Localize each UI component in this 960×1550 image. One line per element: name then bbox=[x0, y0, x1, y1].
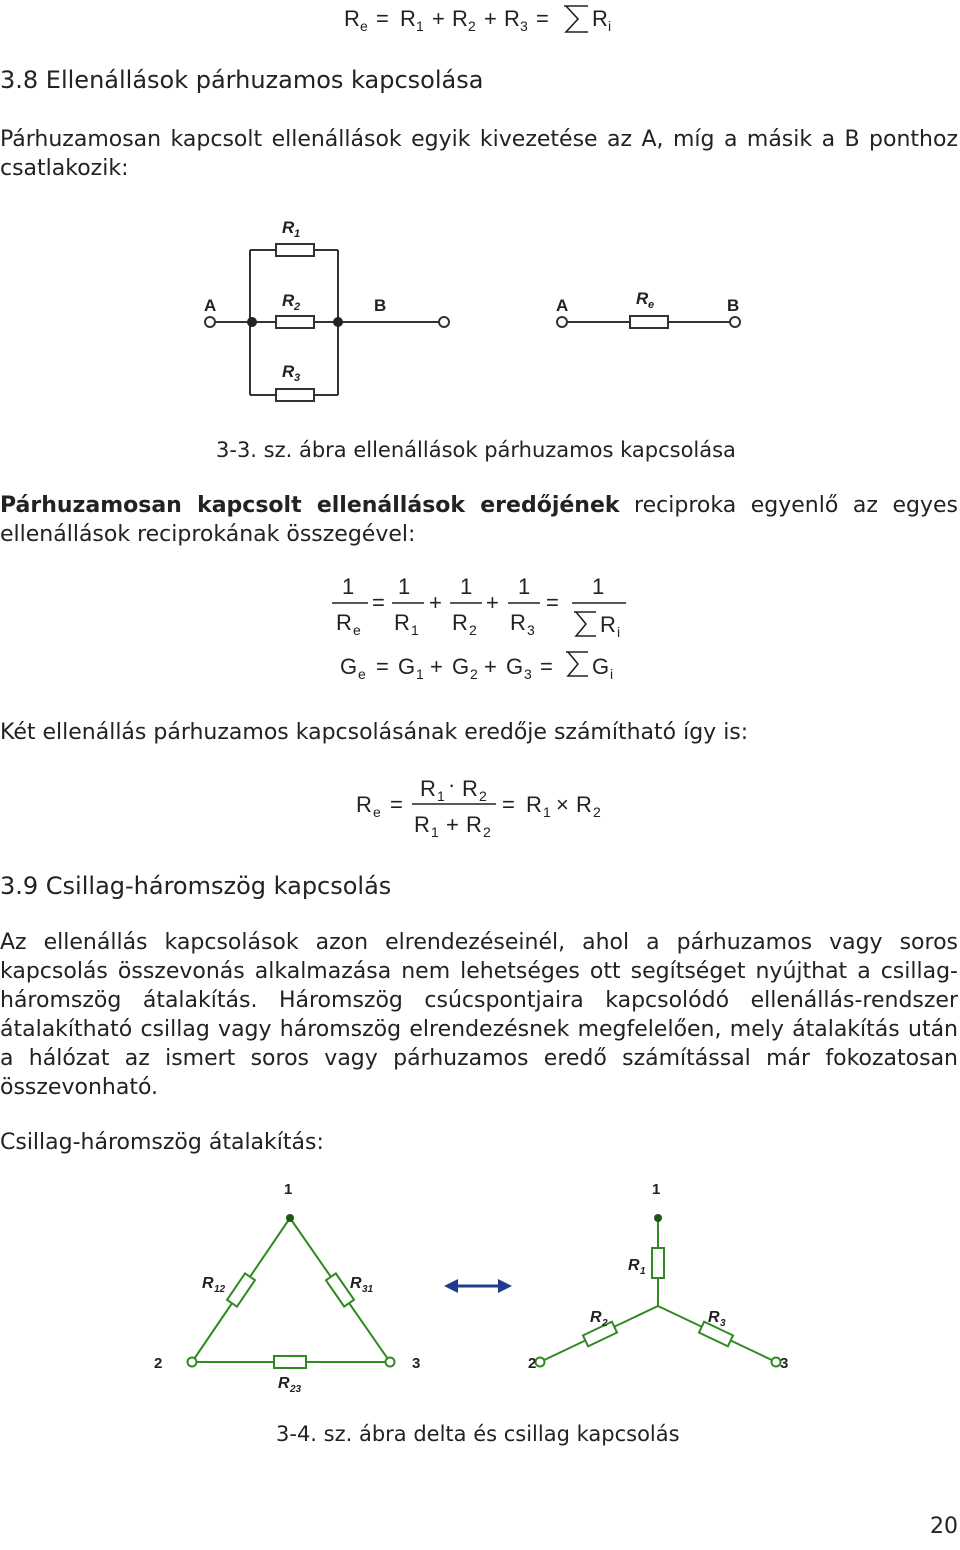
junction-left bbox=[247, 317, 257, 327]
r3-label-sub: 3 bbox=[294, 372, 301, 384]
den-re: R bbox=[336, 610, 352, 635]
terminal-a-eq bbox=[557, 317, 567, 327]
junction-right bbox=[333, 317, 343, 327]
r2-symbol: R bbox=[452, 6, 468, 31]
re-resistor bbox=[630, 316, 668, 328]
eq-sign: = bbox=[376, 654, 389, 679]
delta-node-3 bbox=[386, 1358, 395, 1367]
den-re-sub: e bbox=[353, 622, 361, 638]
terminal-b-eq bbox=[730, 317, 740, 327]
r3-sub: 3 bbox=[520, 18, 528, 34]
delta-label-3: 3 bbox=[412, 1355, 421, 1372]
sum-sign bbox=[564, 6, 588, 32]
star-label-1: 1 bbox=[652, 1181, 661, 1198]
r1-sub: 1 bbox=[416, 18, 424, 34]
star-label-3: 3 bbox=[780, 1355, 789, 1372]
re-sub: e bbox=[360, 18, 368, 34]
eq-sign: = bbox=[546, 590, 559, 615]
eq-sign: = bbox=[540, 654, 553, 679]
ge-symbol: G bbox=[340, 654, 358, 679]
re-label: R bbox=[636, 289, 649, 308]
g3-sub: 3 bbox=[524, 666, 532, 682]
g1-sub: 1 bbox=[416, 666, 424, 682]
intro-paragraph: Párhuzamosan kapcsolt ellenállások egyik kivezetése az A, míg a másik a B ponthoz csatlakozik: bbox=[0, 127, 958, 181]
r1-label-sub: 1 bbox=[294, 228, 301, 240]
r31-label: R bbox=[350, 1275, 362, 1292]
den-r3: R bbox=[510, 610, 526, 635]
ri-symbol: R bbox=[592, 6, 608, 31]
den-r1-sub: 1 bbox=[411, 622, 419, 638]
r2-star-label-sub: 2 bbox=[602, 1318, 608, 1329]
terminal-a bbox=[205, 317, 215, 327]
r1-label: R bbox=[282, 218, 295, 237]
r2-star-label: R bbox=[590, 1309, 602, 1326]
plus-sign: + bbox=[484, 6, 497, 31]
label-a-eq: A bbox=[556, 296, 569, 315]
r3-star-label-sub: 3 bbox=[720, 1318, 726, 1329]
label-b: B bbox=[374, 296, 387, 315]
eq-sign: = bbox=[390, 792, 403, 817]
delta-node-2 bbox=[188, 1358, 197, 1367]
terminal-b bbox=[439, 317, 449, 327]
delta-label-2: 2 bbox=[154, 1355, 163, 1372]
r31-label-sub: 31 bbox=[362, 1284, 374, 1295]
r2-sub: 2 bbox=[468, 18, 476, 34]
den-r2-sub: 2 bbox=[483, 824, 491, 840]
r1-sub: 1 bbox=[543, 804, 551, 820]
eq-sign: = bbox=[372, 590, 385, 615]
reciprocal-rest: reciproka egyenlő az egyes ellenállások reciprokának összegével: bbox=[0, 493, 958, 547]
g1-symbol: G bbox=[398, 654, 416, 679]
times-sign: × bbox=[556, 792, 569, 817]
plus-sign: + bbox=[486, 590, 499, 615]
gi-sub: i bbox=[610, 666, 614, 682]
section-heading-3-9: 3.9 Csillag-háromszög kapcsolás bbox=[0, 872, 392, 900]
section-heading-3-8: 3.8 Ellenállások párhuzamos kapcsolása bbox=[0, 66, 484, 94]
eq-sign: = bbox=[502, 792, 515, 817]
num-2: 1 bbox=[398, 574, 411, 599]
num-3: 1 bbox=[460, 574, 473, 599]
reciprocal-bold: Párhuzamosan kapcsolt ellenállások eredőjének bbox=[0, 493, 620, 518]
r23-resistor bbox=[274, 1356, 306, 1368]
r3-star-label: R bbox=[708, 1309, 720, 1326]
r2-label: R bbox=[282, 291, 295, 310]
r2-label-sub: 2 bbox=[294, 301, 301, 313]
r3-resistor bbox=[276, 389, 314, 401]
page-number: 20 bbox=[930, 1514, 958, 1539]
num-r1: R bbox=[420, 776, 436, 801]
num-r2: R bbox=[462, 776, 478, 801]
r1-symbol: R bbox=[526, 792, 542, 817]
plus-sign: + bbox=[484, 654, 497, 679]
num-4: 1 bbox=[518, 574, 531, 599]
gi-symbol: G bbox=[592, 654, 610, 679]
r1-resistor bbox=[276, 244, 314, 256]
star-node-2 bbox=[536, 1358, 545, 1367]
r2-sub: 2 bbox=[593, 804, 601, 820]
delta-node-1 bbox=[286, 1214, 294, 1222]
label-a: A bbox=[204, 296, 217, 315]
g2-symbol: G bbox=[452, 654, 470, 679]
r3-label: R bbox=[282, 362, 295, 381]
re-label-sub: e bbox=[648, 299, 655, 311]
star-delta-paragraph: Az ellenállás kapcsolások azon elrendezéseinél, ahol a párhuzamos vagy soros kapcsolás összevonás alkalmazása nem lehetséges ott segítséget nyújthat a csillag-háromszög átalakítás. Háromszög csúcspontjaira kapcsolódó ellenállás-rendszer átalakítható csillag vagy háromszög elrendezésnek megfelelően, mely átalakítás után a hálózat az ismert soros vagy párhuzamos eredő számítással már fokozatosan összevonható. bbox=[0, 930, 958, 1100]
delta-label-1: 1 bbox=[284, 1181, 293, 1198]
figure-3-4-delta-star bbox=[140, 1170, 820, 1410]
den-r2: R bbox=[452, 610, 468, 635]
num-r1-sub: 1 bbox=[437, 788, 445, 804]
reciprocal-paragraph bbox=[0, 491, 958, 549]
star-label-2: 2 bbox=[528, 1355, 537, 1372]
r12-resistor bbox=[227, 1273, 255, 1306]
two-resistor-paragraph: Két ellenállás párhuzamos kapcsolásának eredője számítható így is: bbox=[0, 720, 749, 745]
eq-sign: = bbox=[536, 6, 549, 31]
plus-sign: + bbox=[429, 590, 442, 615]
ge-sub: e bbox=[358, 666, 366, 682]
re-symbol: R bbox=[344, 6, 360, 31]
dot-sign: · bbox=[448, 772, 456, 797]
star-delta-subheading: Csillag-háromszög átalakítás: bbox=[0, 1130, 324, 1155]
den-r3-sub: 3 bbox=[527, 622, 535, 638]
label-b-eq: B bbox=[727, 296, 740, 315]
reciprocal-equations bbox=[330, 568, 640, 688]
r1-star-resistor bbox=[652, 1248, 664, 1278]
num-1: 1 bbox=[342, 574, 355, 599]
den-ri-sub: i bbox=[617, 624, 621, 640]
den-r2-sub: 2 bbox=[469, 622, 477, 638]
eq-sign: = bbox=[376, 6, 389, 31]
figure-3-3-parallel bbox=[190, 205, 760, 435]
r2-resistor bbox=[276, 316, 314, 328]
r23-label: R bbox=[278, 1375, 290, 1392]
r3-symbol: R bbox=[504, 6, 520, 31]
den-r1: R bbox=[414, 812, 430, 837]
re-symbol: R bbox=[356, 792, 372, 817]
r12-label-sub: 12 bbox=[214, 1284, 226, 1295]
den-r1-sub: 1 bbox=[431, 824, 439, 840]
plus-sign: + bbox=[430, 654, 443, 679]
figure-3-3-caption: 3-3. sz. ábra ellenállások párhuzamos kapcsolása bbox=[216, 438, 736, 462]
r12-label: R bbox=[202, 1275, 214, 1292]
figure-3-4-caption: 3-4. sz. ábra delta és csillag kapcsolás bbox=[276, 1422, 680, 1446]
r1-star-label: R bbox=[628, 1257, 640, 1274]
double-arrow-icon bbox=[444, 1279, 512, 1293]
two-resistor-formula bbox=[350, 772, 620, 846]
sum-sign bbox=[574, 612, 596, 636]
star-node-1 bbox=[654, 1214, 662, 1222]
den-r1: R bbox=[394, 610, 410, 635]
den-ri: R bbox=[600, 612, 616, 637]
plus-sign: + bbox=[432, 6, 445, 31]
r23-label-sub: 23 bbox=[290, 1384, 302, 1395]
sum-sign-g bbox=[566, 652, 588, 676]
plus-sign: + bbox=[446, 812, 459, 837]
num-r2-sub: 2 bbox=[479, 788, 487, 804]
den-r2: R bbox=[466, 812, 482, 837]
r2-symbol: R bbox=[576, 792, 592, 817]
r1-symbol: R bbox=[400, 6, 416, 31]
g3-symbol: G bbox=[506, 654, 524, 679]
num-5: 1 bbox=[592, 574, 605, 599]
re-sub: e bbox=[373, 804, 381, 820]
g2-sub: 2 bbox=[470, 666, 478, 682]
r1-star-label-sub: 1 bbox=[640, 1266, 646, 1277]
series-formula bbox=[340, 0, 640, 40]
ri-sub: i bbox=[608, 18, 612, 34]
